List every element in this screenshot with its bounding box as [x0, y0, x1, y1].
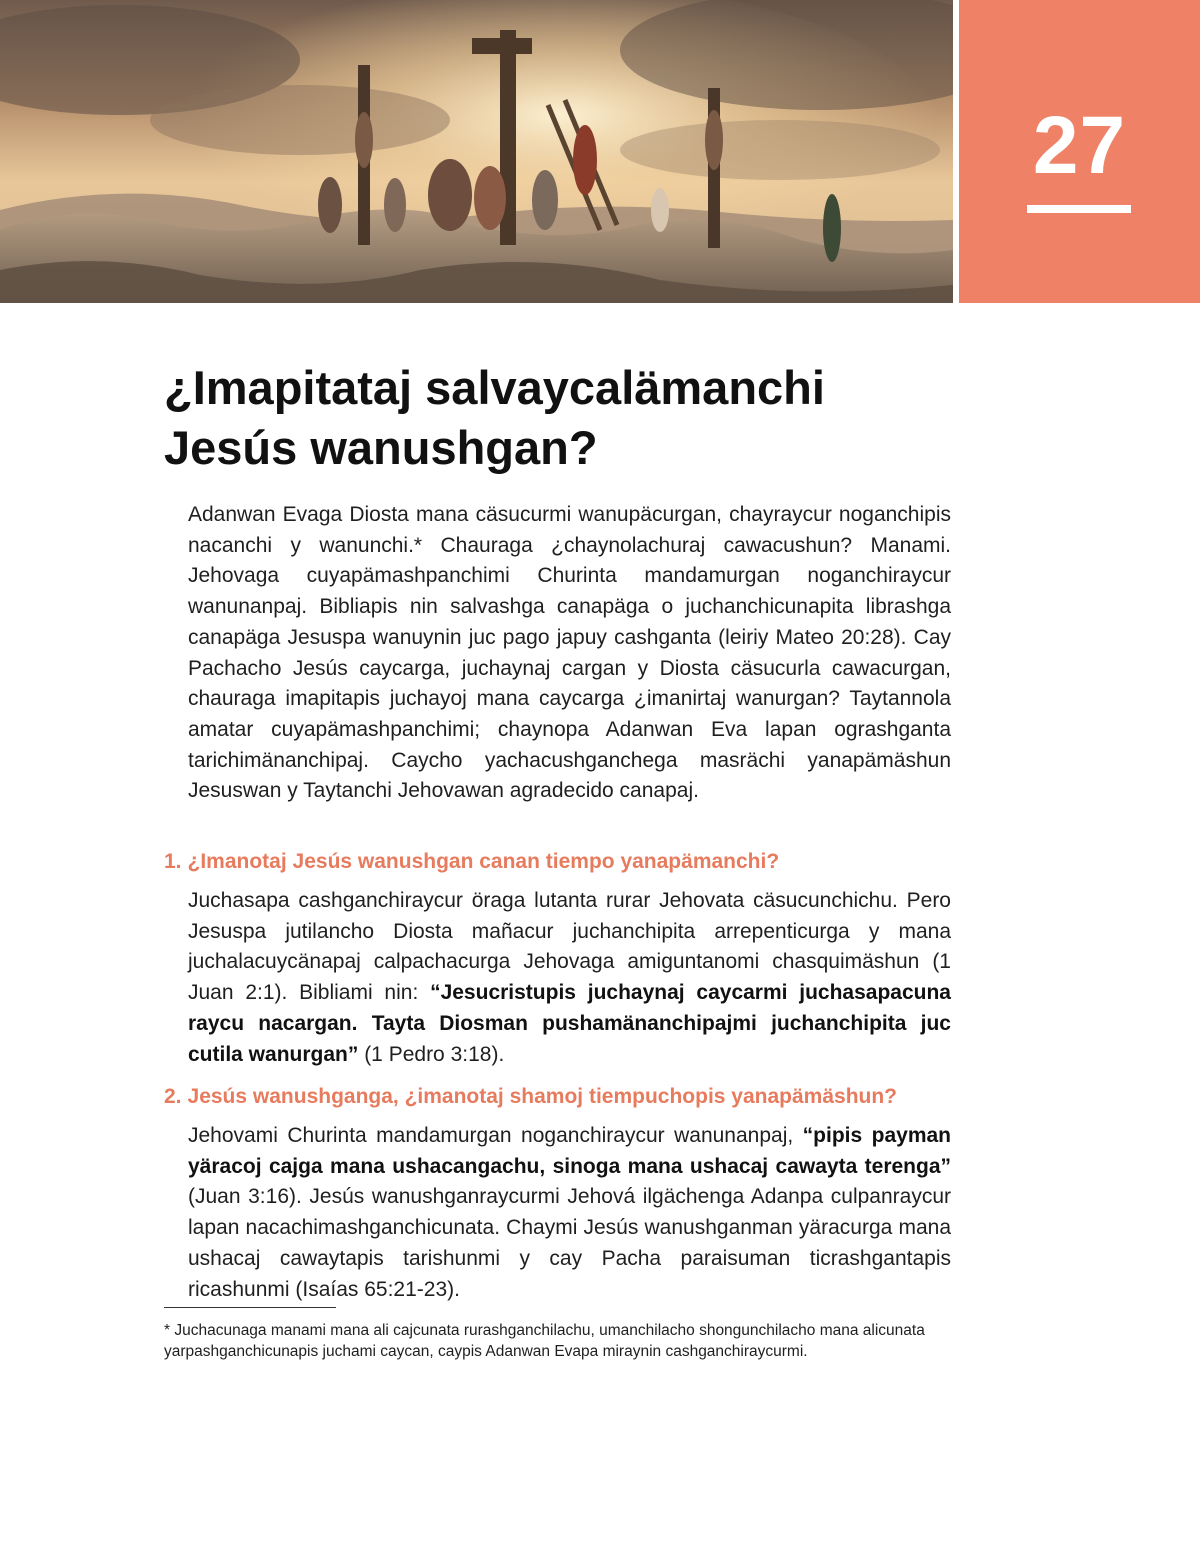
answer-1-paragraph — [188, 886, 951, 1070]
answer-1-reference: (1 Pedro 3:18). — [358, 1042, 505, 1066]
answer-2-text: Jehovami Churinta mandamurgan noganchiraycur wanunanpaj, — [188, 1124, 803, 1147]
answer-1-scripture-quote: “Jesucristupis juchaynaj caycarmi juchasapacuna raycu nacargan. Tayta Diosman pushamänanchipajmi juchanchipita juc cutila wanurgan” — [188, 981, 951, 1066]
lesson-number-badge — [959, 0, 1200, 303]
question-2-number: 2. — [164, 1085, 182, 1108]
header-illustration — [0, 0, 953, 303]
question-1-number: 1. — [164, 850, 182, 873]
intro-paragraph: Adanwan Evaga Diosta mana cäsucurmi wanupäcurgan, chayraycur noganchipis nacanchi y wanunchi.* Chauraga ¿chaynolachuraj cawacushun? Manami. Jehovaga cuyapämashpanchimi Churinta mandamurgan noganchiraycur wanunanpaj. Bibliapis nin salvashga canapäga o juchanchicunapita librashga canapäga Jesuspa wanuynin juc pago japuy cashganta (leiriy Mateo 20:28). Cay Pachacho Jesús caycarga, juchaynaj cargan y Diosta cäsucurla cawacurgan, chauraga imapitapis juchayoj mana caycarga ¿imanirtaj wanurgan? Taytannola amatar cuyapämashpanchimi; chaynopa Adanwan Eva lapan ograshganta tarichimänanchipaj. Caycho yachacushganchega masrächi yanapämäshun Jesuswan y Taytanchi Jehovawan agradecido canapaj. — [188, 503, 951, 803]
footnote: * Juchacunaga manami mana ali cajcunata rurashganchilachu, umanchilacho shongunchilacho mana alicunata yarpashganchicunapis juchami caycan, caypis Adanwan Evapa miraynin cashganchiraycurmi. — [164, 1322, 925, 1360]
answer-1-text: Juchasapa cashganchiraycur öraga lutanta rurar Jehovata cäsucunchichu. Pero Jesuspa jutilancho Diosta mañacur juchanchipita arrepenticurga y mana juchalacuycänapaj calpachacurga Jehovaga amiguntanomi chasquimäshun (1 Juan 2:1). Bibliami nin: — [188, 889, 951, 1005]
badge-underline — [1027, 205, 1131, 213]
lesson-number: 27 — [1032, 100, 1127, 191]
question-2-text: Jesús wanushganga, ¿imanotaj shamoj tiempuchopis yanapämäshun? — [187, 1085, 898, 1108]
page-title: ¿Imapitataj salvaycalämanchi Jesús wanushgan? — [164, 361, 825, 474]
answer-2-continuation: (Juan 3:16). Jesús wanushganraycurmi Jehová ilgächenga Adanpa culpanraycur lapan nacachimashganchicunata. Chaymi Jesús wanushganman yäracurga mana ushacaj cawaytapis tarishunmi y cay Pacha paraisuman ticrashgantapis ricashunmi (Isaías 65:21-23). — [188, 1185, 951, 1301]
crucifixion-scene-image — [0, 0, 953, 303]
answer-2-scripture-quote: “pipis payman yäracoj cajga mana ushacangachu, sinoga mana ushacaj cawayta terenga” — [188, 1124, 952, 1178]
footnote-divider — [164, 1307, 336, 1308]
answer-2-paragraph — [188, 1121, 951, 1305]
question-1-text: ¿Imanotaj Jesús wanushgan canan tiempo yanapämanchi? — [187, 850, 780, 873]
question-1-heading — [164, 848, 964, 876]
question-2-heading — [164, 1083, 964, 1111]
